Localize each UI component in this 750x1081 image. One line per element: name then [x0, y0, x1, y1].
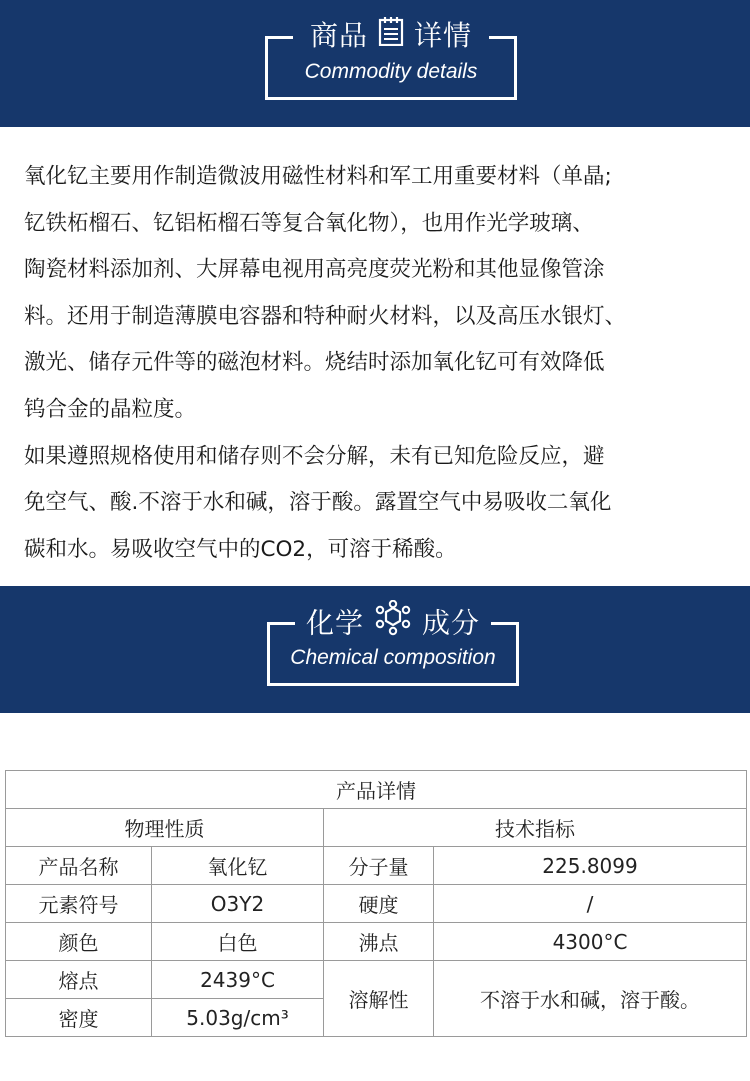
table-cell: 氧化钇: [152, 847, 324, 885]
table-header-physical: 物理性质: [6, 809, 324, 847]
spec-table: [5, 770, 747, 1037]
commodity-details-banner: [0, 0, 750, 127]
description-line: 如果遵照规格使用和储存则不会分解，未有已知危险反应，避: [24, 443, 605, 469]
description-line: 激光、储存元件等的磁泡材料。烧结时添加氧化钇可有效降低: [24, 350, 605, 376]
table-row: [6, 771, 747, 809]
table-cell: 分子量: [324, 847, 434, 885]
table-row: [6, 923, 747, 961]
description-line: 免空气、酸.不溶于水和碱，溶于酸。露置空气中易吸收二氧化: [24, 490, 612, 516]
table-cell: 不溶于水和碱，溶于酸。: [434, 961, 747, 1037]
table-cell: 沸点: [324, 923, 434, 961]
table-cell: 2439°C: [152, 961, 324, 999]
section-title-box: [267, 606, 519, 686]
table-cell: /: [434, 885, 747, 923]
description-line: 陶瓷材料添加剂、大屏幕电视用高亮度荧光粉和其他显像管涂: [24, 257, 605, 283]
table-cell: 溶解性: [324, 961, 434, 1037]
table-cell: 产品名称: [6, 847, 152, 885]
table-cell: 熔点: [6, 961, 152, 999]
table-cell: 225.8099: [434, 847, 747, 885]
description-line: 氧化钇主要用作制造微波用磁性材料和军工用重要材料（单晶;: [24, 164, 612, 189]
table-cell: O3Y2: [152, 885, 324, 923]
table-row: [6, 809, 747, 847]
table-cell: 硬度: [324, 885, 434, 923]
table-cell: 5.03g/cm³: [152, 999, 324, 1037]
section-title-box: [265, 19, 517, 100]
section-subtitle: Chemical composition: [290, 646, 496, 669]
description-line: 钨合金的晶粒度。: [24, 396, 197, 422]
table-cell: 颜色: [6, 923, 152, 961]
section-subtitle: Commodity details: [304, 60, 478, 83]
description-line: 碳和水。易吸收空气中的CO2，可溶于稀酸。: [24, 536, 457, 562]
section-title: 化学 成分: [267, 600, 519, 643]
molecule-icon: [374, 600, 412, 643]
section-title: 商品 详情: [265, 14, 517, 54]
description-line: 料。还用于制造薄膜电容器和特种耐火材料，以及高压水银灯、: [24, 303, 627, 329]
product-description: [24, 154, 734, 573]
table-title: 产品详情: [6, 771, 747, 809]
table-cell: 4300°C: [434, 923, 747, 961]
table-cell: 密度: [6, 999, 152, 1037]
table-row: [6, 847, 747, 885]
table-cell: 白色: [152, 923, 324, 961]
table-row: [6, 961, 747, 999]
chemical-composition-banner: [0, 586, 750, 713]
notepad-icon: [378, 16, 404, 53]
table-cell: 元素符号: [6, 885, 152, 923]
description-line: 钇铁柘榴石、钇铝柘榴石等复合氧化物），也用作光学玻璃、: [24, 210, 594, 236]
table-row: [6, 885, 747, 923]
table-header-technical: 技术指标: [324, 809, 747, 847]
